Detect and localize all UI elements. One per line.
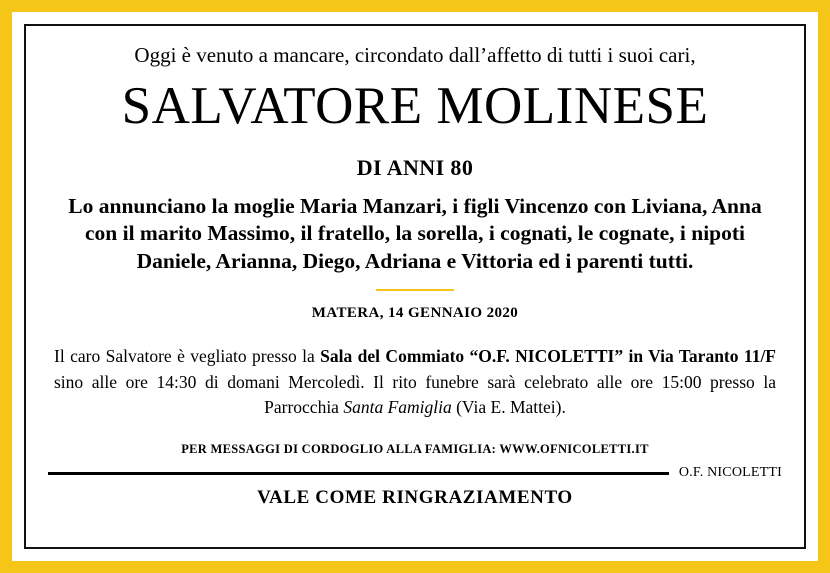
funeral-agency-name: O.F. NICOLETTI [678,465,782,481]
notice-inner-frame [24,24,806,549]
service-details-part3: (Via E. Mattei). [451,397,566,418]
thanks-note: VALE COME RINGRAZIAMENTO [257,487,573,509]
family-announcement: Lo annunciano la moglie Maria Manzari, i figli Vincenzo con Liviana, Anna con il marito Massimo, il fratello, la sorella, i cognati, le cognate, i nipoti Daniele, Arianna, Diego, Adriana e Vittoria ed i parenti tutti. [68,193,762,273]
service-details-part1: Il caro Salvatore è vegliato presso la [54,346,321,367]
parish-name-italic: Santa Famiglia [343,397,452,418]
accent-divider [376,289,454,291]
condolence-messages-line: PER MESSAGGI DI CORDOGLIO ALLA FAMIGLIA: WWW.OFNICOLETTI.IT [181,442,649,457]
deceased-age: DI ANNI 80 [356,154,474,180]
divider-wrap [48,289,782,291]
deceased-name: SALVATORE MOLINESE [121,77,709,136]
service-details [48,344,782,420]
lead-text: Oggi è venuto a mancare, circondato dall’affetto di tutti i suoi cari, [134,43,696,67]
footer-rule [48,472,669,475]
place-and-date: MATERA, 14 GENNAIO 2020 [311,305,519,322]
service-details-part2: sino alle ore 14:30 di domani Mercoledì. Il rito funebre sarà celebrato alle ore 15:00 presso la Parrocchia [54,371,776,418]
footer-row [48,465,782,481]
service-location-bold: Sala del Commiato “O.F. NICOLETTI” in Via Taranto 11/F [320,346,776,367]
